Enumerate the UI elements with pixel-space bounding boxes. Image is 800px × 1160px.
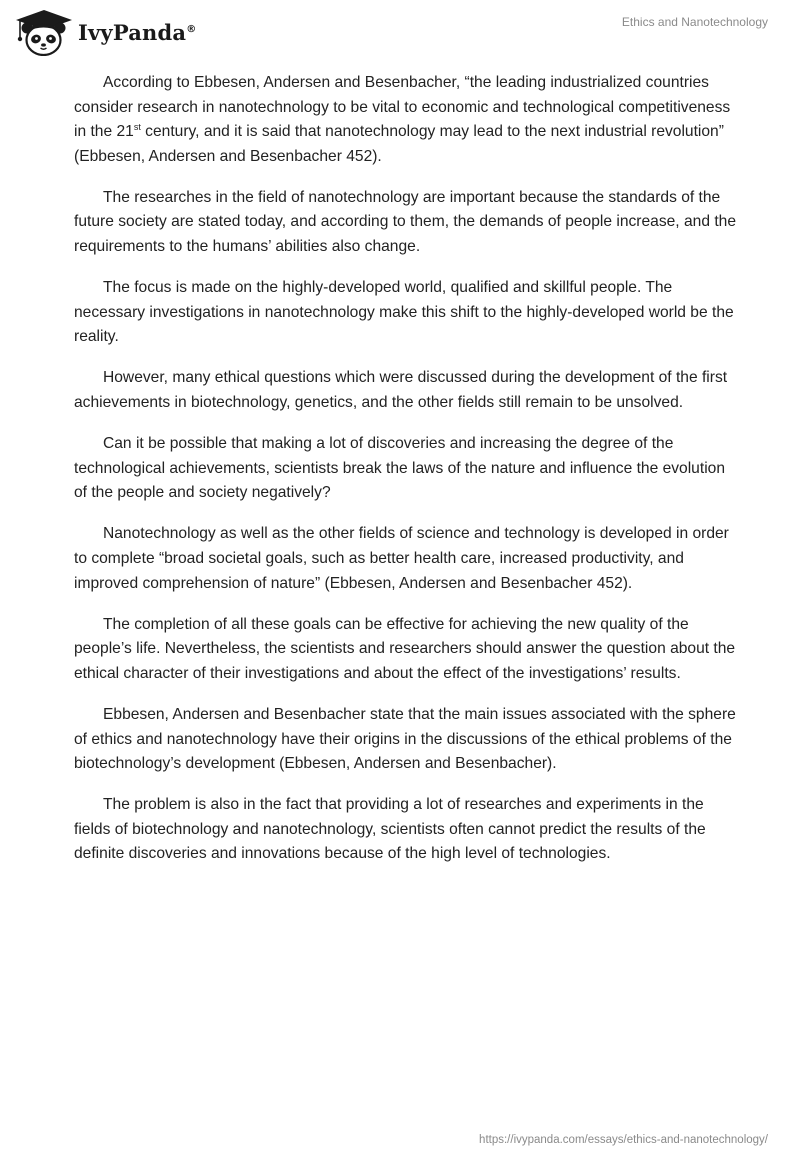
brand-name: IvyPanda® — [78, 19, 197, 45]
source-url[interactable]: https://ivypanda.com/essays/ethics-and-nanotechnology/ — [479, 1134, 768, 1146]
paragraph: The completion of all these goals can be effective for achieving the new quality of the people’s life. Nevertheless, the scientists and researchers should answer the question about the ethical character of their investigations and about the effect of the investigations’ results. — [74, 615, 736, 682]
paragraph: Can it be possible that making a lot of discoveries and increasing the degree of the technological achievements, scientists break the laws of the nature and influence the evolution of the people and society negatively? — [74, 435, 726, 502]
superscript-st: st — [133, 122, 141, 133]
paragraph: The researches in the field of nanotechnology are important because the standards of the future society are stated today, and according to them, the demands of people increase, and the requirements to the humans’ abilities also change. — [74, 188, 736, 256]
paragraph: However, many ethical questions which were discussed during the development of the first achievements in biotechnology, genetics, and the other fields still remain to be unsolved. — [74, 369, 728, 412]
paragraph: Ebbesen, Andersen and Besenbacher state that the main issues associated with the sphere of ethics and nanotechnology have their origins in the discussions of the ethical problems of the biotechnology’s development (Ebbesen, Andersen and Besenbacher). — [74, 705, 736, 773]
essay-body — [74, 71, 738, 884]
panda-graduate-icon — [14, 8, 72, 56]
paragraph: According to Ebbesen, Andersen and Besenbacher, “the leading industrialized countries consider research in nanotechnology to be vital to economic and technological competitiveness in the 21st century, and it is said that nanotechnology may lead to the next industrial revolution” (Ebbesen, Andersen and Besenbacher 452). — [74, 74, 731, 165]
running-title: Ethics and Nanotechnology — [621, 15, 768, 29]
registered-mark: ® — [186, 23, 197, 35]
paragraph: Nanotechnology as well as the other fields of science and technology is developed in order to complete “broad societal goals, such as better health care, increased productivity, and improved comprehension of nature” (Ebbesen, Andersen and Besenbacher 452). — [74, 525, 729, 592]
ivypanda-logo[interactable] — [14, 8, 196, 56]
page-header — [0, 0, 800, 62]
paragraph: The focus is made on the highly-developed world, qualified and skillful people. The necessary investigations in nanotechnology make this shift to the highly-developed world be the reality. — [74, 279, 734, 346]
paragraph: The problem is also in the fact that providing a lot of researches and experiments in the fields of biotechnology and nanotechnology, scientists often cannot predict the results of the definite discoveries and innovations because of the high level of technologies. — [74, 796, 706, 863]
